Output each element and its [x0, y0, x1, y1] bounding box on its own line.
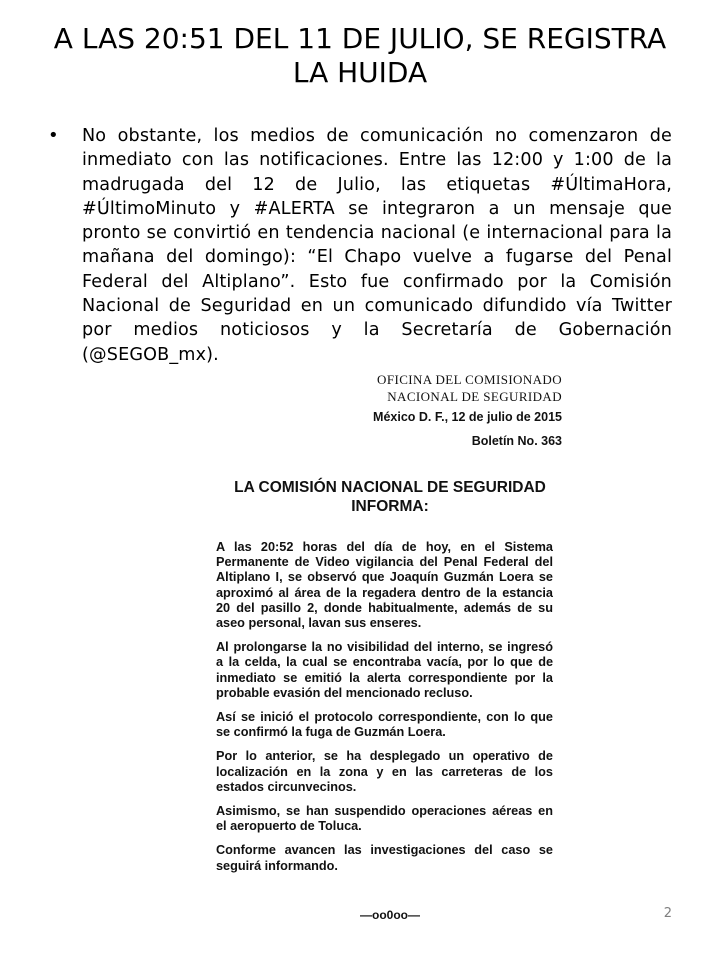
- bulletin-heading: [200, 478, 580, 516]
- slide-title: A LAS 20:51 DEL 11 DE JULIO, SE REGISTRA LA HUIDA: [53, 22, 667, 89]
- issuing-office: [377, 371, 562, 405]
- bulletin-closing: —oo0oo—: [360, 908, 420, 922]
- bulletin-date: México D. F., 12 de julio de 2015: [373, 410, 562, 424]
- bulletin-paragraph: A las 20:52 horas del día de hoy, en el Sistema Permanente de Video vigilancia del Penal Federal del Altiplano I, se observó que Joaquín Guzmán Loera se aproximó al área de la regadera dentro de la estancia 20 del pasillo 2, donde habitualmente, además de su aseo personal, lavan sus enseres.: [216, 540, 553, 631]
- office-line-2: NACIONAL DE SEGURIDAD: [387, 389, 562, 404]
- bullet-marker: •: [48, 125, 59, 146]
- bulletin-heading-line-2: INFORMA:: [351, 498, 429, 515]
- bulletin-body: [216, 540, 553, 883]
- bulletin-paragraph: Así se inició el protocolo correspondiente, con lo que se confirmó la fuga de Guzmán Loera.: [216, 710, 553, 740]
- office-line-1: OFICINA DEL COMISIONADO: [377, 372, 562, 387]
- bulletin-number: Boletín No. 363: [471, 434, 562, 448]
- bullet-text: No obstante, los medios de comunicación no comenzaron de inmediato con las notificaciones. Entre las 12:00 y 1:00 de la madrugada del 12 de Julio, las etiquetas #ÚltimaHora, #ÚltimoMinuto y #ALERTA se integraron a un mensaje que pronto se convirtió en tendencia nacional (e internacional para la mañana del domingo): “El Chapo vuelve a fugarse del Penal Federal del Altiplano”. Esto fue confirmado por la Comisión Nacional de Seguridad en un comunicado difundido vía Twitter por medios noticiosos y la Secretaría de Gobernación (@SEGOB_mx).: [82, 126, 672, 365]
- page-number: 2: [663, 906, 672, 921]
- bulletin-paragraph: Conforme avancen las investigaciones del caso se seguirá informando.: [216, 843, 553, 873]
- bulletin-paragraph: Al prolongarse la no visibilidad del interno, se ingresó a la celda, la cual se encontraba vacía, por lo que de inmediato se emitió la alerta correspondiente por la probable evasión del mencionado recluso.: [216, 640, 553, 700]
- bulletin-paragraph: Por lo anterior, se ha desplegado un operativo de localización en la zona y en las carreteras de los estados circunvecinos.: [216, 749, 553, 794]
- bulletin-heading-line-1: LA COMISIÓN NACIONAL DE SEGURIDAD: [234, 479, 546, 496]
- bulletin-paragraph: Asimismo, se han suspendido operaciones aéreas en el aeropuerto de Toluca.: [216, 804, 553, 834]
- press-release-image: [200, 368, 580, 936]
